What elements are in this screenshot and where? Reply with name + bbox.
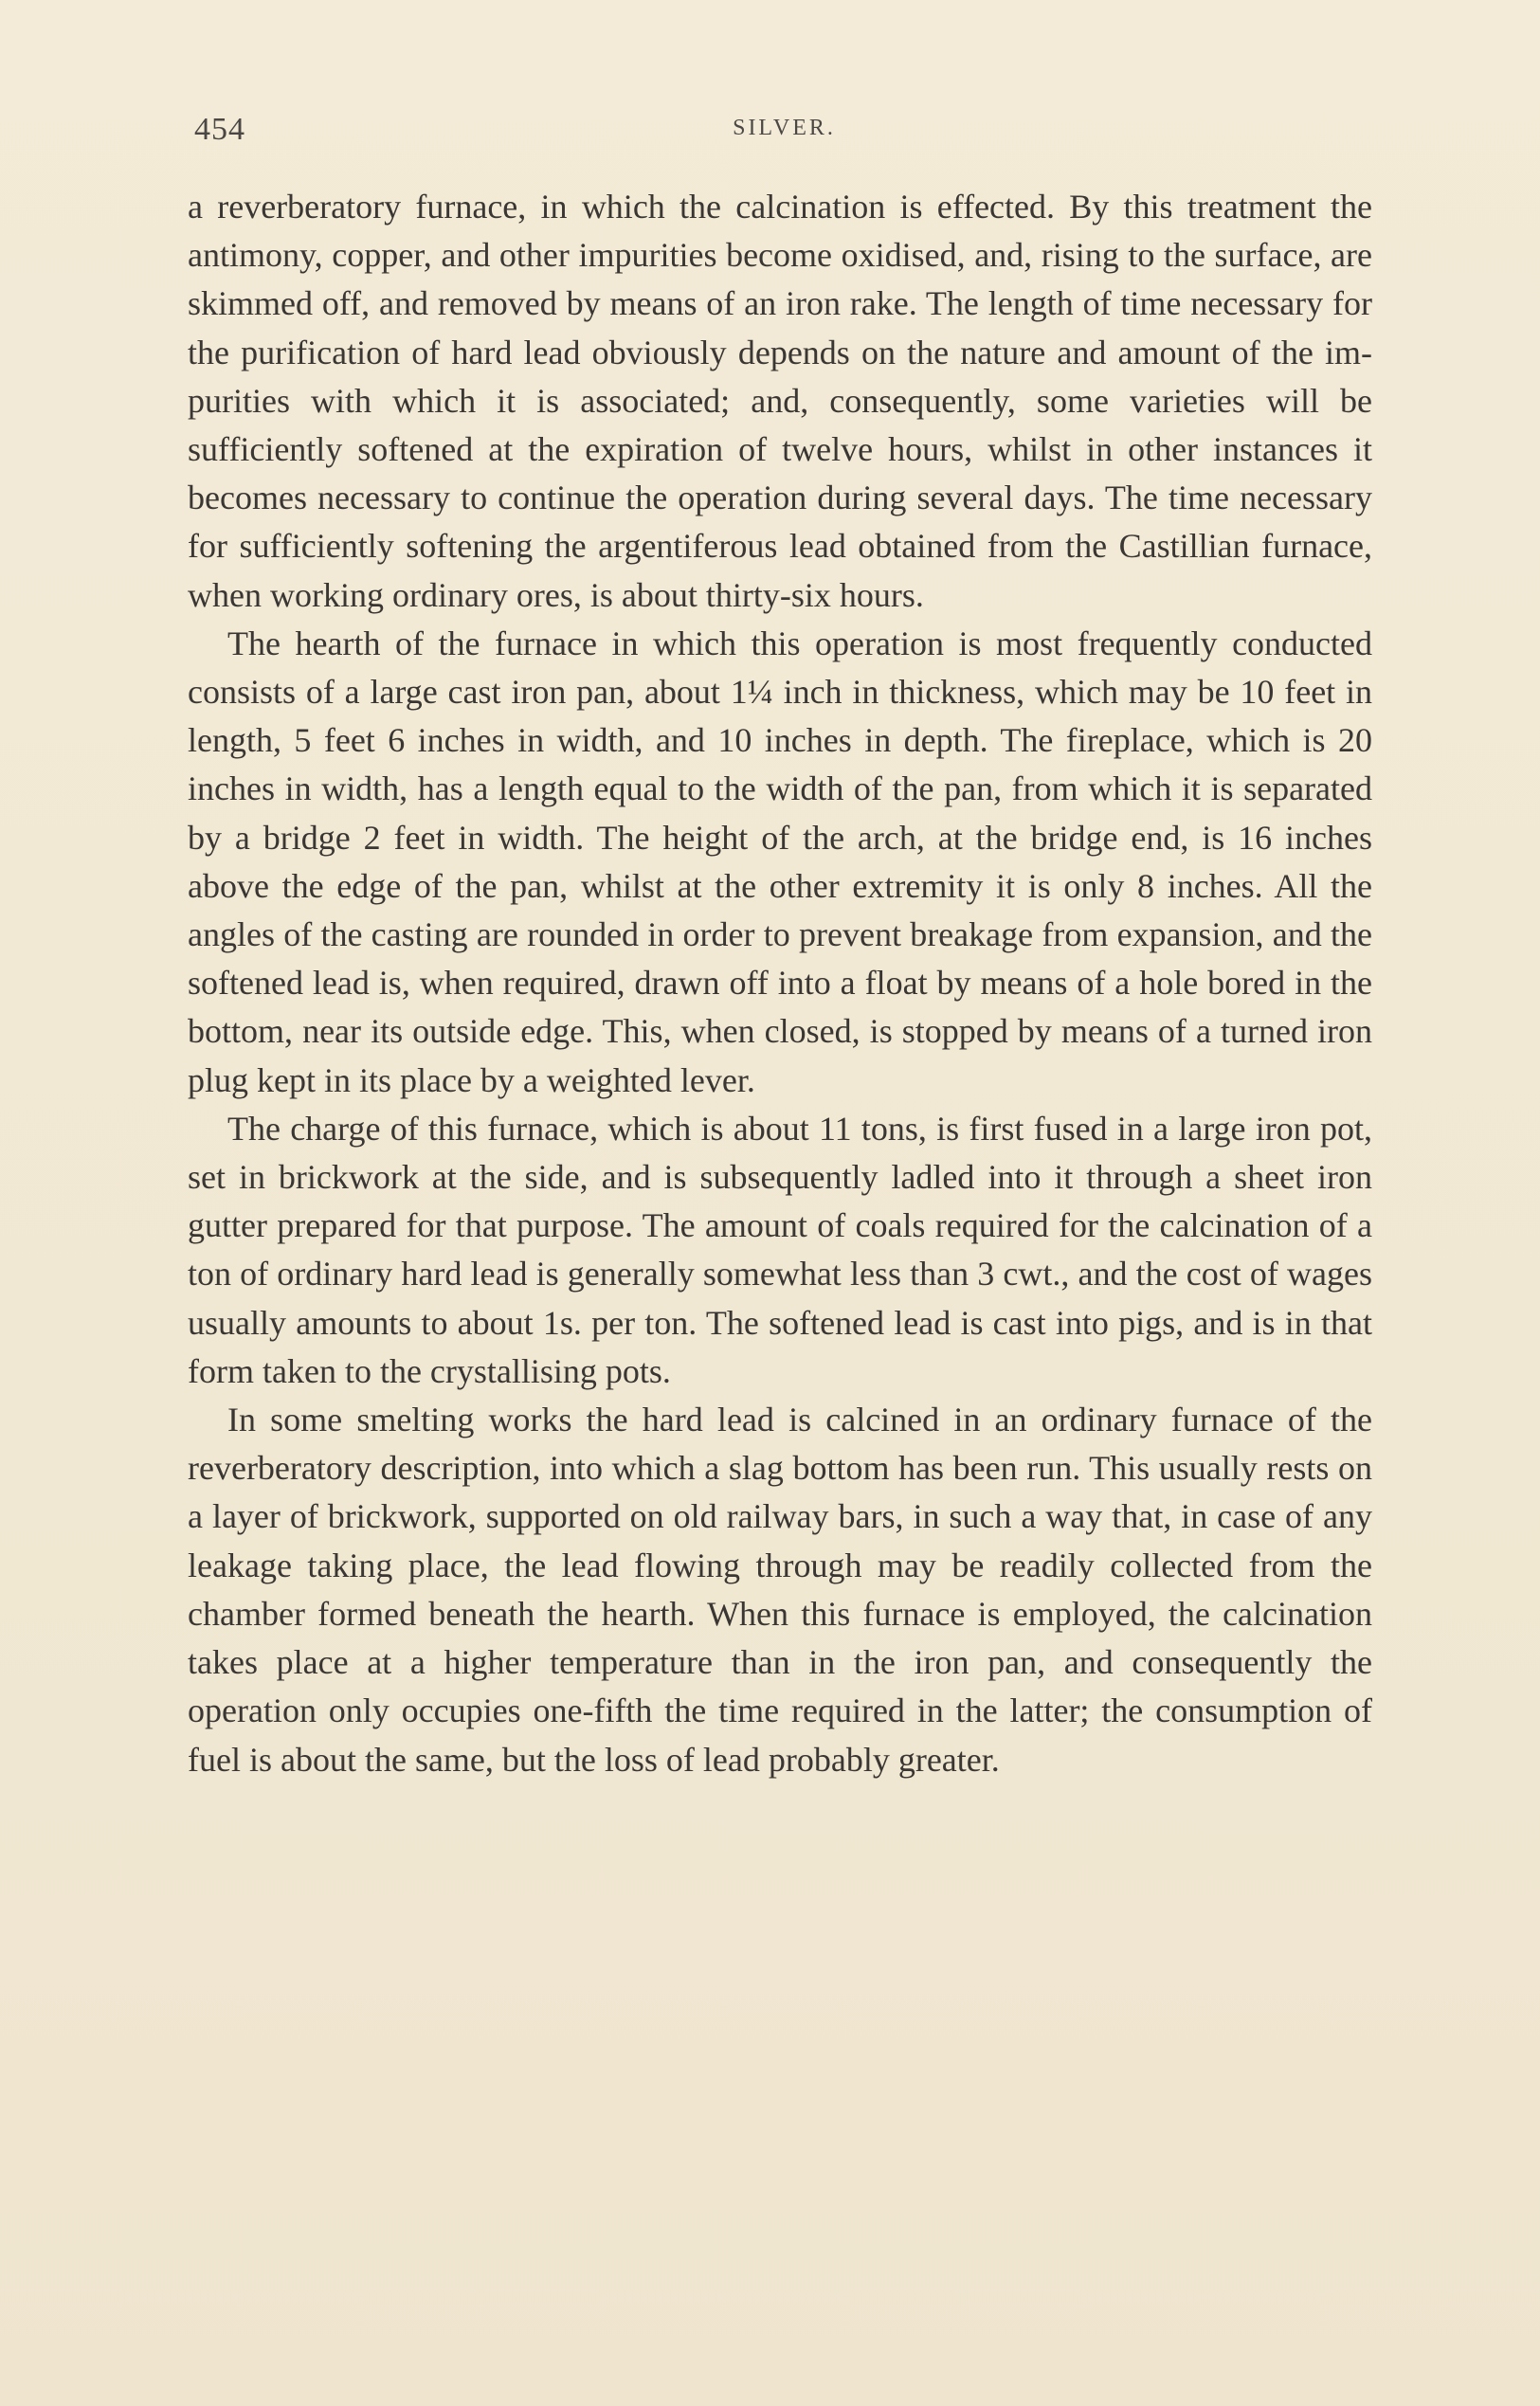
running-title: SILVER. <box>733 116 836 140</box>
page-header <box>194 112 1374 159</box>
paragraph-1: a reverberatory furnace, in which the calcination is effected. By this treatment the antimony, copper, and other impurities become oxidised, and, rising to the surface, are skimmed off, and removed by means of an iron rake. The length of time necessary for the purification of hard lead obviously depends on the nature and amount of the impurities with which it is associated; and, consequently, some varieties will be sufficiently softened at the expiration of twelve hours, whilst in other instances it becomes necessary to continue the operation during several days. The time necessary for sufficiently softening the argentiferous lead obtained from the Castillian furnace, when working ordinary ores, is about thirty-six hours. <box>188 188 1372 614</box>
paragraph-3: The charge of this furnace, which is about 11 tons, is first fused in a large iron pot, set in brickwork at the side, and is subsequently ladled into it through a sheet iron gutter prepared for that purpose. The amount of coals required for the calcination of a ton of ordinary hard lead is generally somewhat less than 3 cwt., and the cost of wages usually amounts to about 1s. per ton. The softened lead is cast into pigs, and is in that form taken to the crystallising pots. <box>188 1109 1372 1390</box>
paragraph-4: In some smelting works the hard lead is calcined in an ordinary furnace of the reverberatory description, into which a slag bottom has been run. This usually rests on a layer of brickwork, supported on old railway bars, in such a way that, in case of any leakage taking place, the lead flowing through may be readily collected from the chamber formed beneath the hearth. When this furnace is employed, the calcination takes place at a higher temperature than in the iron pan, and consequently the operation only occupies one-fifth the time required in the latter; the consumption of fuel is about the same, but the loss of lead probably greater. <box>188 1401 1372 1779</box>
paragraph-2: The hearth of the furnace in which this operation is most frequently conducted consists of a large cast iron pan, about 1¼ inch in thickness, which may be 10 feet in length, 5 feet 6 inches in width, and 10 inches in depth. The fireplace, which is 20 inches in width, has a length equal to the width of the pan, from which it is separated by a bridge 2 feet in width. The height of the arch, at the bridge end, is 16 inches above the edge of the pan, whilst at the other extremity it is only 8 inches. All the angles of the casting are rounded in order to prevent breakage from expansion, and the softened lead is, when required, drawn off into a float by means of a hole bored in the bottom, near its outside edge. This, when closed, is stopped by means of a turned iron plug kept in its place by a weighted lever. <box>188 624 1372 1099</box>
page-number: 454 <box>194 112 245 147</box>
body-text <box>188 183 1372 1784</box>
